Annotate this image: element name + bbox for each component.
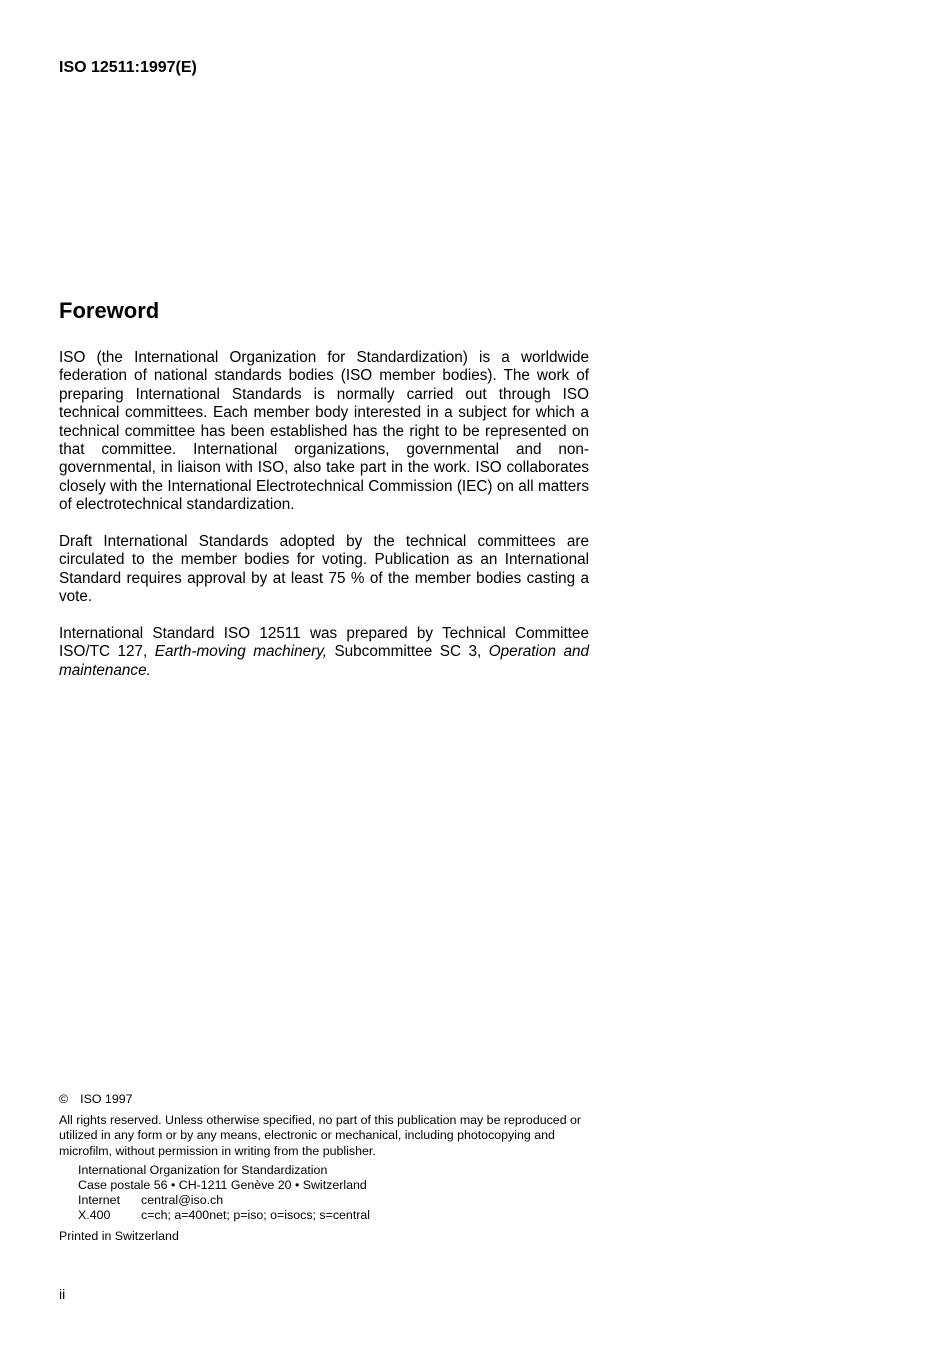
subcommittee-name: Operation and maintenance. (59, 643, 589, 679)
rights-statement: All rights reserved. Unless otherwise specified, no part of this publication may be reproduced or utilized in any form or by any means, electronic or mechanical, including photocopying and microfilm, without permission in writing from the publisher. (59, 1113, 582, 1158)
internet-row (78, 1193, 589, 1208)
foreword-body (59, 349, 589, 680)
copyright-symbol: © (59, 1092, 69, 1106)
foreword-paragraph-3 (59, 625, 589, 680)
printed-in: Printed in Switzerland (59, 1228, 179, 1243)
x400-row (78, 1208, 589, 1223)
copyright-notice (59, 1092, 589, 1244)
document-id-header: ISO 12511:1997(E) (59, 59, 197, 76)
internet-value: central@iso.ch (141, 1193, 224, 1208)
internet-label: Internet (78, 1193, 121, 1208)
page-title: Foreword (59, 298, 160, 323)
paragraph-3-text-a: International Standard ISO 12511 was prepared by Technical Committee ISO/TC 127, (59, 625, 589, 661)
publisher-postal: Case postale 56 • CH-1211 Genève 20 • Switzerland (78, 1178, 367, 1193)
publisher-address (78, 1163, 589, 1224)
x400-value: c=ch; a=400net; p=iso; o=isocs; s=central (141, 1208, 371, 1223)
foreword-paragraph-2: Draft International Standards adopted by the technical committees are circulated to the member bodies for voting. Publication as an International Standard requires approval by at least 75 % of the member bodies casting a vote. (59, 533, 589, 606)
page-number: ii (59, 1286, 66, 1302)
foreword-paragraph-1: ISO (the International Organization for Standardization) is a worldwide federation of national standards bodies (ISO member bodies). The work of preparing International Standards is normally carried out through ISO technical committees. Each member body interested in a subject for which a technical committee has been established has the right to be represented on that committee. International organizations, governmental and non-governmental, in liaison with ISO, also take part in the work. ISO collaborates closely with the International Electrotechnical Commission (IEC) on all matters of electrotechnical standardization. (59, 349, 589, 514)
copyright-text: ISO 1997 (80, 1092, 133, 1106)
paragraph-3-text-c: Subcommittee SC 3, (326, 643, 489, 661)
publisher-org: International Organization for Standardization (78, 1162, 328, 1177)
committee-name: Earth-moving machinery, (154, 643, 327, 661)
copyright-line (59, 1092, 589, 1107)
x400-label: X.400 (78, 1208, 111, 1223)
